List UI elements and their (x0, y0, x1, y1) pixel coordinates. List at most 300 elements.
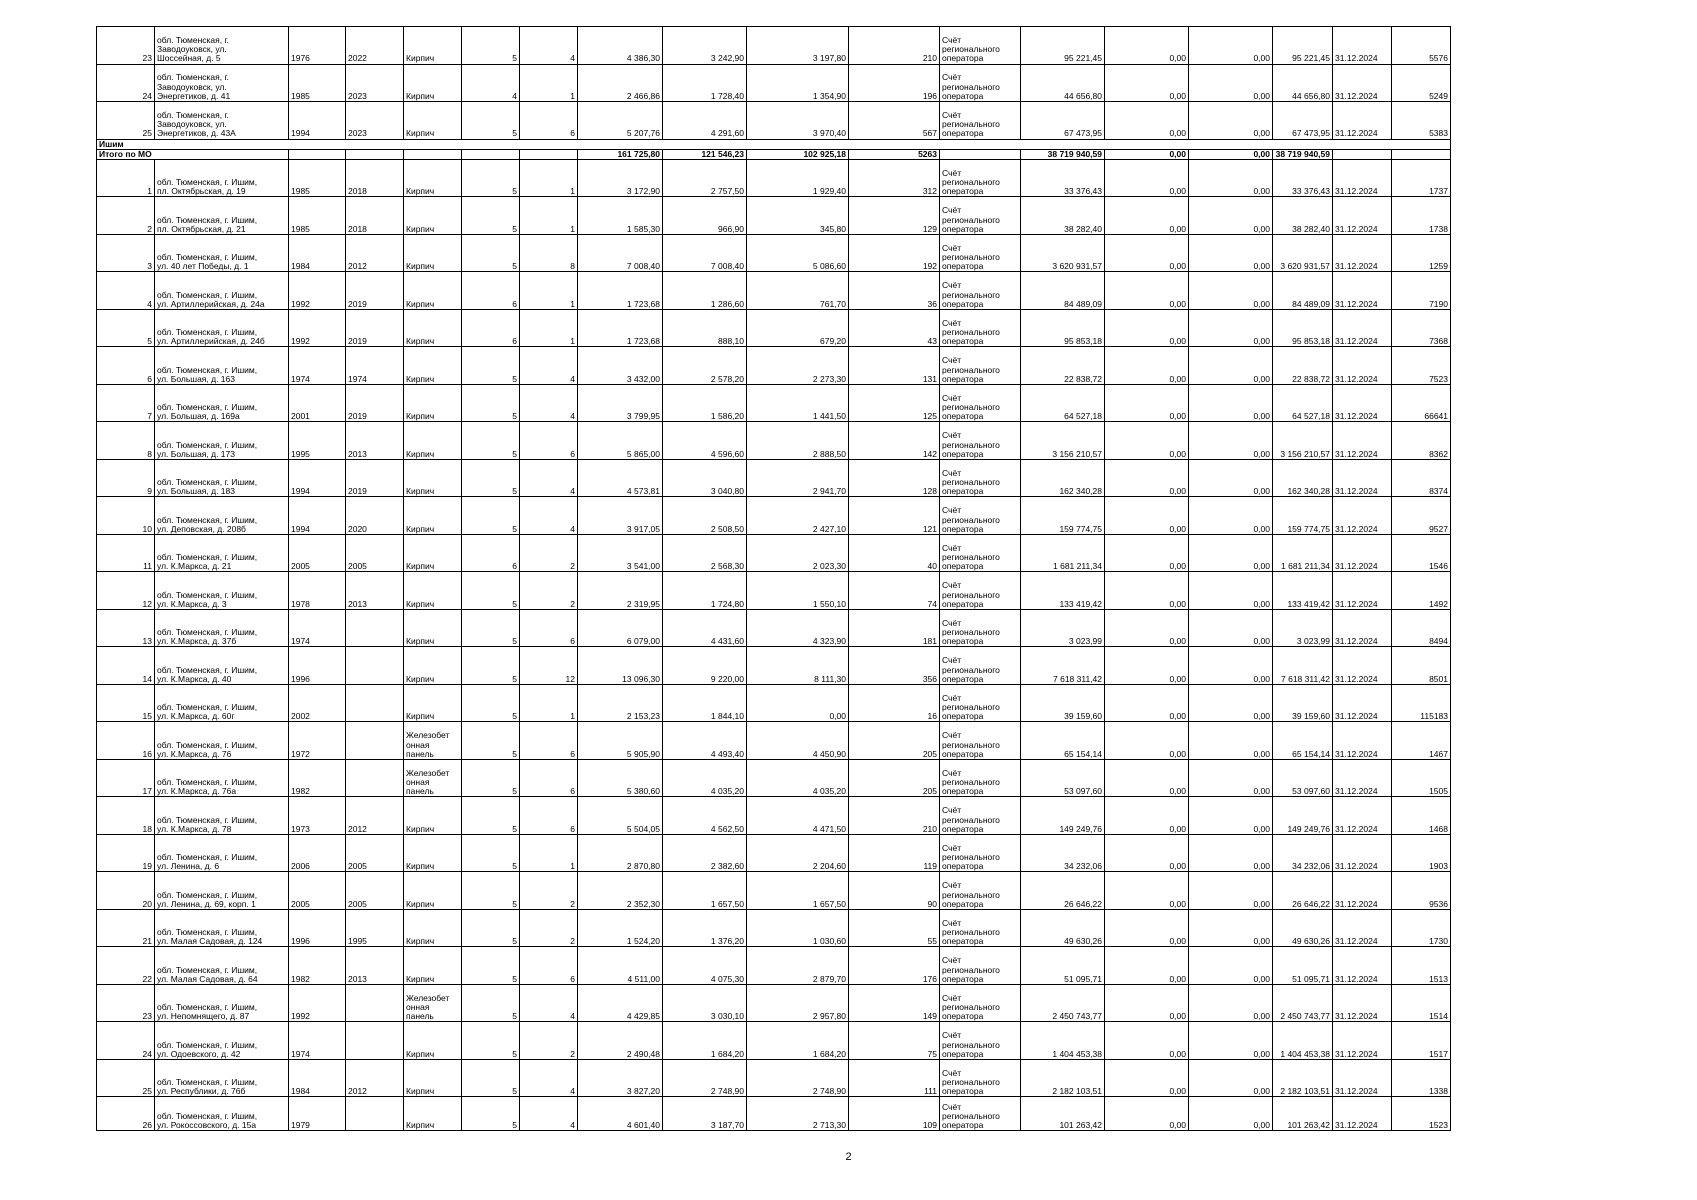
area-premises-cell: 1 586,20 (663, 384, 747, 422)
debt-cell: 0,00 (1105, 497, 1189, 535)
wall-material-cell: Кирпич (404, 684, 462, 722)
funds-cell: 38 282,40 (1021, 197, 1105, 235)
area-total-cell: 4 573,81 (578, 459, 663, 497)
address-cell: обл. Тюменская, г. Ишим, ул. К.Маркса, д. 21 (155, 534, 289, 572)
floors-cell: 5 (462, 197, 520, 235)
year-repair-cell (346, 722, 404, 760)
row-number: 19 (97, 834, 155, 872)
address-cell: обл. Тюменская, г. Ишим, ул. Малая Садовая, д. 124 (155, 909, 289, 947)
entrances-cell: 6 (520, 947, 578, 985)
paid-cell: 0,00 (1189, 197, 1273, 235)
area-premises-cell: 2 578,20 (663, 347, 747, 385)
funds-cell: 1 404 453,38 (1021, 1022, 1105, 1060)
area-total-cell: 4 386,30 (578, 27, 663, 65)
table-row (97, 459, 1451, 497)
page-number: 2 (845, 1151, 852, 1163)
year-built-cell: 1995 (289, 422, 346, 460)
year-built-cell: 1992 (289, 272, 346, 310)
paid-cell: 0,00 (1189, 872, 1273, 910)
wall-material-cell: Кирпич (404, 909, 462, 947)
table-row (97, 609, 1451, 647)
address-cell: обл. Тюменская, г. Ишим, ул. Республики, д. 76б (155, 1059, 289, 1097)
entrances-cell: 6 (520, 759, 578, 797)
year-repair-cell: 2005 (346, 834, 404, 872)
year-built-cell: 1985 (289, 197, 346, 235)
paid-cell: 0,00 (1189, 1059, 1273, 1097)
table-row (97, 534, 1451, 572)
area-total-cell: 6 079,00 (578, 609, 663, 647)
wall-material-cell: Кирпич (404, 1022, 462, 1060)
fund-method-cell: Счёт регионального оператора (940, 27, 1021, 65)
balance-cell: 95 853,18 (1273, 309, 1333, 347)
debt-cell: 0,00 (1105, 797, 1189, 835)
debt-cell: 0,00 (1105, 347, 1189, 385)
funds-cell: 133 419,42 (1021, 572, 1105, 610)
fund-method-cell: Счёт регионального оператора (940, 64, 1021, 102)
balance-cell: 1 404 453,38 (1273, 1022, 1333, 1060)
paid-cell: 0,00 (1189, 272, 1273, 310)
total-empty-cell (1333, 149, 1392, 159)
area-residential-cell: 3 197,80 (747, 27, 849, 65)
area-residential-cell: 4 471,50 (747, 797, 849, 835)
area-premises-cell: 1 684,20 (663, 1022, 747, 1060)
paid-cell: 0,00 (1189, 497, 1273, 535)
row-number: 5 (97, 309, 155, 347)
floors-cell: 5 (462, 759, 520, 797)
wall-material-cell: Кирпич (404, 1097, 462, 1131)
area-residential-cell: 4 035,20 (747, 759, 849, 797)
area-residential-cell: 1 657,50 (747, 872, 849, 910)
house-id-cell: 1505 (1392, 759, 1451, 797)
debt-cell: 0,00 (1105, 684, 1189, 722)
table-row (97, 102, 1451, 140)
year-repair-cell: 2013 (346, 572, 404, 610)
row-number: 12 (97, 572, 155, 610)
wall-material-cell: Кирпич (404, 347, 462, 385)
residents-cell: 16 (849, 684, 940, 722)
year-built-cell: 1985 (289, 159, 346, 197)
area-residential-cell: 2 888,50 (747, 422, 849, 460)
area-residential-cell: 3 970,40 (747, 102, 849, 140)
paid-cell: 0,00 (1189, 534, 1273, 572)
area-residential-cell: 2 748,90 (747, 1059, 849, 1097)
floors-cell: 5 (462, 1097, 520, 1131)
address-cell: обл. Тюменская, г. Ишим, ул. Большая, д. 183 (155, 459, 289, 497)
area-premises-cell: 3 187,70 (663, 1097, 747, 1131)
funds-cell: 39 159,60 (1021, 684, 1105, 722)
row-number: 18 (97, 797, 155, 835)
debt-cell: 0,00 (1105, 309, 1189, 347)
paid-cell: 0,00 (1189, 609, 1273, 647)
date-cell: 31.12.2024 (1333, 159, 1392, 197)
year-repair-cell (346, 647, 404, 685)
funds-cell: 33 376,43 (1021, 159, 1105, 197)
debt-cell: 0,00 (1105, 759, 1189, 797)
entrances-cell: 12 (520, 647, 578, 685)
section-header (97, 139, 1451, 159)
address-cell: обл. Тюменская, г. Ишим, пл. Октябрьская, д. 21 (155, 197, 289, 235)
year-built-cell: 1972 (289, 722, 346, 760)
fund-method-cell: Счёт регионального оператора (940, 347, 1021, 385)
area-residential-cell: 2 023,30 (747, 534, 849, 572)
funds-cell: 162 340,28 (1021, 459, 1105, 497)
row-number: 6 (97, 347, 155, 385)
house-id-cell: 9536 (1392, 872, 1451, 910)
date-cell: 31.12.2024 (1333, 647, 1392, 685)
residents-cell: 119 (849, 834, 940, 872)
fund-method-cell: Счёт регионального оператора (940, 309, 1021, 347)
balance-cell: 159 774,75 (1273, 497, 1333, 535)
wall-material-cell: Кирпич (404, 609, 462, 647)
wall-material-cell: Кирпич (404, 872, 462, 910)
area-residential-cell: 345,80 (747, 197, 849, 235)
residents-cell: 55 (849, 909, 940, 947)
balance-cell: 3 023,99 (1273, 609, 1333, 647)
house-id-cell: 8501 (1392, 647, 1451, 685)
fund-method-cell: Счёт регионального оператора (940, 272, 1021, 310)
fund-method-cell: Счёт регионального оператора (940, 1059, 1021, 1097)
year-built-cell: 1976 (289, 27, 346, 65)
area-premises-cell: 1 724,80 (663, 572, 747, 610)
paid-cell: 0,00 (1189, 684, 1273, 722)
table-row (97, 872, 1451, 910)
area-total-cell: 3 172,90 (578, 159, 663, 197)
house-id-cell: 5576 (1392, 27, 1451, 65)
debt-cell: 0,00 (1105, 459, 1189, 497)
fund-method-cell: Счёт регионального оператора (940, 909, 1021, 947)
area-total-cell: 5 207,76 (578, 102, 663, 140)
entrances-cell: 4 (520, 459, 578, 497)
date-cell: 31.12.2024 (1333, 384, 1392, 422)
area-premises-cell: 2 508,50 (663, 497, 747, 535)
total-empty-cell (346, 149, 404, 159)
floors-cell: 5 (462, 609, 520, 647)
table-row (97, 1097, 1451, 1131)
area-premises-cell: 7 008,40 (663, 234, 747, 272)
date-cell: 31.12.2024 (1333, 234, 1392, 272)
row-number: 13 (97, 609, 155, 647)
floors-cell: 6 (462, 534, 520, 572)
residents-cell: 111 (849, 1059, 940, 1097)
table-row (97, 234, 1451, 272)
area-total-cell: 1 723,68 (578, 272, 663, 310)
area-total-cell: 1 585,30 (578, 197, 663, 235)
row-number: 4 (97, 272, 155, 310)
balance-cell: 38 282,40 (1273, 197, 1333, 235)
area-residential-cell: 5 086,60 (747, 234, 849, 272)
date-cell: 31.12.2024 (1333, 572, 1392, 610)
section-title-row (97, 139, 1451, 149)
area-total-cell: 3 541,00 (578, 534, 663, 572)
table-row (97, 834, 1451, 872)
paid-cell: 0,00 (1189, 909, 1273, 947)
fund-method-cell: Счёт регионального оператора (940, 947, 1021, 985)
wall-material-cell: Кирпич (404, 197, 462, 235)
paid-cell: 0,00 (1189, 722, 1273, 760)
floors-cell: 6 (462, 309, 520, 347)
debt-cell: 0,00 (1105, 197, 1189, 235)
floors-cell: 5 (462, 872, 520, 910)
debt-cell: 0,00 (1105, 534, 1189, 572)
floors-cell: 5 (462, 159, 520, 197)
residents-cell: 74 (849, 572, 940, 610)
address-cell: обл. Тюменская, г. Ишим, ул. К.Маркса, д. 76а (155, 759, 289, 797)
wall-material-cell: Кирпич (404, 572, 462, 610)
entrances-cell: 1 (520, 64, 578, 102)
residents-cell: 192 (849, 234, 940, 272)
house-id-cell: 1737 (1392, 159, 1451, 197)
table-row (97, 572, 1451, 610)
floors-cell: 5 (462, 497, 520, 535)
year-repair-cell (346, 759, 404, 797)
area-premises-cell: 4 493,40 (663, 722, 747, 760)
year-built-cell: 1994 (289, 459, 346, 497)
balance-cell: 133 419,42 (1273, 572, 1333, 610)
area-residential-cell: 2 204,60 (747, 834, 849, 872)
address-cell: обл. Тюменская, г. Ишим, ул. Артиллерийская, д. 24а (155, 272, 289, 310)
residents-cell: 312 (849, 159, 940, 197)
balance-cell: 33 376,43 (1273, 159, 1333, 197)
residents-cell: 181 (849, 609, 940, 647)
paid-cell: 0,00 (1189, 459, 1273, 497)
residents-cell: 210 (849, 27, 940, 65)
floors-cell: 5 (462, 984, 520, 1022)
entrances-cell: 4 (520, 27, 578, 65)
row-number: 16 (97, 722, 155, 760)
date-cell: 31.12.2024 (1333, 834, 1392, 872)
table-body-ishim (97, 159, 1451, 1131)
total-empty-cell (940, 149, 1021, 159)
area-premises-cell: 3 242,90 (663, 27, 747, 65)
entrances-cell: 4 (520, 384, 578, 422)
address-cell: обл. Тюменская, г. Ишим, пл. Октябрьская, д. 19 (155, 159, 289, 197)
paid-cell: 0,00 (1189, 647, 1273, 685)
area-total-cell: 3 799,95 (578, 384, 663, 422)
balance-cell: 64 527,18 (1273, 384, 1333, 422)
address-cell: обл. Тюменская, г. Ишим, ул. К.Маркса, д. 3 (155, 572, 289, 610)
funds-cell: 2 182 103,51 (1021, 1059, 1105, 1097)
balance-cell: 2 182 103,51 (1273, 1059, 1333, 1097)
date-cell: 31.12.2024 (1333, 684, 1392, 722)
house-id-cell: 1903 (1392, 834, 1451, 872)
table-row (97, 909, 1451, 947)
fund-method-cell: Счёт регионального оператора (940, 534, 1021, 572)
address-cell: обл. Тюменская, г. Заводоуковск, ул. Шоссейная, д. 5 (155, 27, 289, 65)
date-cell: 31.12.2024 (1333, 497, 1392, 535)
balance-cell: 149 249,76 (1273, 797, 1333, 835)
date-cell: 31.12.2024 (1333, 64, 1392, 102)
date-cell: 31.12.2024 (1333, 759, 1392, 797)
funds-cell: 3 620 931,57 (1021, 234, 1105, 272)
fund-method-cell: Счёт регионального оператора (940, 159, 1021, 197)
floors-cell: 5 (462, 1022, 520, 1060)
funds-cell: 3 156 210,57 (1021, 422, 1105, 460)
residents-cell: 128 (849, 459, 940, 497)
area-residential-cell: 0,00 (747, 684, 849, 722)
entrances-cell: 4 (520, 347, 578, 385)
funds-cell: 159 774,75 (1021, 497, 1105, 535)
address-cell: обл. Тюменская, г. Ишим, ул. Большая, д. 173 (155, 422, 289, 460)
debt-cell: 0,00 (1105, 722, 1189, 760)
area-total-cell: 5 865,00 (578, 422, 663, 460)
area-total-cell: 2 319,95 (578, 572, 663, 610)
entrances-cell: 4 (520, 1097, 578, 1131)
address-cell: обл. Тюменская, г. Ишим, ул. Артиллерийская, д. 24б (155, 309, 289, 347)
area-premises-cell: 4 075,30 (663, 947, 747, 985)
table-row (97, 347, 1451, 385)
fund-method-cell: Счёт регионального оператора (940, 609, 1021, 647)
balance-cell: 1 681 211,34 (1273, 534, 1333, 572)
wall-material-cell: Кирпич (404, 947, 462, 985)
funds-cell: 65 154,14 (1021, 722, 1105, 760)
table-row (97, 684, 1451, 722)
year-built-cell: 1982 (289, 947, 346, 985)
area-total-cell: 13 096,30 (578, 647, 663, 685)
row-number: 8 (97, 422, 155, 460)
year-built-cell: 1974 (289, 609, 346, 647)
entrances-cell: 1 (520, 684, 578, 722)
area-residential-cell: 679,20 (747, 309, 849, 347)
paid-cell: 0,00 (1189, 834, 1273, 872)
entrances-cell: 6 (520, 797, 578, 835)
date-cell: 31.12.2024 (1333, 347, 1392, 385)
house-id-cell: 1730 (1392, 909, 1451, 947)
section-title: Ишим (97, 139, 1451, 149)
year-repair-cell: 2013 (346, 422, 404, 460)
debt-cell: 0,00 (1105, 647, 1189, 685)
table-row (97, 797, 1451, 835)
floors-cell: 5 (462, 909, 520, 947)
address-cell: обл. Тюменская, г. Заводоуковск, ул. Энергетиков, д. 43А (155, 102, 289, 140)
date-cell: 31.12.2024 (1333, 309, 1392, 347)
date-cell: 31.12.2024 (1333, 27, 1392, 65)
fund-method-cell: Счёт регионального оператора (940, 234, 1021, 272)
wall-material-cell: Кирпич (404, 1059, 462, 1097)
area-total-cell: 3 432,00 (578, 347, 663, 385)
floors-cell: 4 (462, 64, 520, 102)
house-id-cell: 8374 (1392, 459, 1451, 497)
area-premises-cell: 888,10 (663, 309, 747, 347)
balance-cell: 51 095,71 (1273, 947, 1333, 985)
fund-method-cell: Счёт регионального оператора (940, 459, 1021, 497)
area-premises-cell: 1 728,40 (663, 64, 747, 102)
year-repair-cell: 2019 (346, 272, 404, 310)
year-built-cell: 1984 (289, 1059, 346, 1097)
fund-method-cell: Счёт регионального оператора (940, 384, 1021, 422)
debt-cell: 0,00 (1105, 102, 1189, 140)
debt-cell: 0,00 (1105, 609, 1189, 647)
funds-cell: 84 489,09 (1021, 272, 1105, 310)
total-empty-cell (404, 149, 462, 159)
paid-cell: 0,00 (1189, 159, 1273, 197)
debt-cell: 0,00 (1105, 947, 1189, 985)
date-cell: 31.12.2024 (1333, 872, 1392, 910)
area-premises-cell: 4 562,50 (663, 797, 747, 835)
floors-cell: 5 (462, 647, 520, 685)
area-premises-cell: 2 382,60 (663, 834, 747, 872)
table-row (97, 309, 1451, 347)
paid-cell: 0,00 (1189, 1022, 1273, 1060)
address-cell: обл. Тюменская, г. Ишим, ул. К.Маркса, д. 78 (155, 797, 289, 835)
balance-cell: 53 097,60 (1273, 759, 1333, 797)
floors-cell: 5 (462, 947, 520, 985)
year-repair-cell (346, 684, 404, 722)
year-built-cell: 1978 (289, 572, 346, 610)
wall-material-cell: Железобет онная панель (404, 984, 462, 1022)
residents-cell: 567 (849, 102, 940, 140)
fund-method-cell: Счёт регионального оператора (940, 759, 1021, 797)
housing-register-table (96, 26, 1451, 1131)
debt-cell: 0,00 (1105, 909, 1189, 947)
date-cell: 31.12.2024 (1333, 1059, 1392, 1097)
floors-cell: 5 (462, 384, 520, 422)
debt-cell: 0,00 (1105, 159, 1189, 197)
house-id-cell: 115183 (1392, 684, 1451, 722)
area-total-cell: 2 352,30 (578, 872, 663, 910)
paid-cell: 0,00 (1189, 422, 1273, 460)
fund-method-cell: Счёт регионального оператора (940, 872, 1021, 910)
area-residential-cell: 2 957,80 (747, 984, 849, 1022)
balance-cell: 22 838,72 (1273, 347, 1333, 385)
entrances-cell: 2 (520, 572, 578, 610)
house-id-cell: 1738 (1392, 197, 1451, 235)
funds-cell: 67 473,95 (1021, 102, 1105, 140)
fund-method-cell: Счёт регионального оператора (940, 797, 1021, 835)
area-premises-cell: 4 596,60 (663, 422, 747, 460)
house-id-cell: 1514 (1392, 984, 1451, 1022)
year-repair-cell: 2020 (346, 497, 404, 535)
year-built-cell: 1984 (289, 234, 346, 272)
paid-cell: 0,00 (1189, 797, 1273, 835)
funds-cell: 22 838,72 (1021, 347, 1105, 385)
date-cell: 31.12.2024 (1333, 197, 1392, 235)
residents-cell: 131 (849, 347, 940, 385)
entrances-cell: 2 (520, 534, 578, 572)
area-residential-cell: 2 941,70 (747, 459, 849, 497)
row-number: 1 (97, 159, 155, 197)
row-number: 10 (97, 497, 155, 535)
row-number: 22 (97, 947, 155, 985)
balance-cell: 7 618 311,42 (1273, 647, 1333, 685)
paid-cell: 0,00 (1189, 384, 1273, 422)
year-built-cell: 1994 (289, 497, 346, 535)
funds-cell: 95 853,18 (1021, 309, 1105, 347)
row-number: 25 (97, 1059, 155, 1097)
area-premises-cell: 1 286,60 (663, 272, 747, 310)
table-row (97, 64, 1451, 102)
residents-cell: 356 (849, 647, 940, 685)
balance-cell: 162 340,28 (1273, 459, 1333, 497)
year-built-cell: 1992 (289, 984, 346, 1022)
entrances-cell: 1 (520, 197, 578, 235)
area-residential-cell: 4 323,90 (747, 609, 849, 647)
fund-method-cell: Счёт регионального оператора (940, 647, 1021, 685)
entrances-cell: 4 (520, 984, 578, 1022)
year-repair-cell: 2012 (346, 797, 404, 835)
address-cell: обл. Тюменская, г. Ишим, ул. Ленина, д. 6 (155, 834, 289, 872)
wall-material-cell: Кирпич (404, 159, 462, 197)
row-number: 15 (97, 684, 155, 722)
area-total-cell: 2 870,80 (578, 834, 663, 872)
address-cell: обл. Тюменская, г. Ишим, ул. Непомнящего, д. 87 (155, 984, 289, 1022)
year-built-cell: 1992 (289, 309, 346, 347)
row-number: 7 (97, 384, 155, 422)
house-id-cell: 1523 (1392, 1097, 1451, 1131)
area-total-cell: 4 601,40 (578, 1097, 663, 1131)
entrances-cell: 2 (520, 1022, 578, 1060)
fund-method-cell: Счёт регионального оператора (940, 684, 1021, 722)
total-area-total: 161 725,80 (578, 149, 663, 159)
